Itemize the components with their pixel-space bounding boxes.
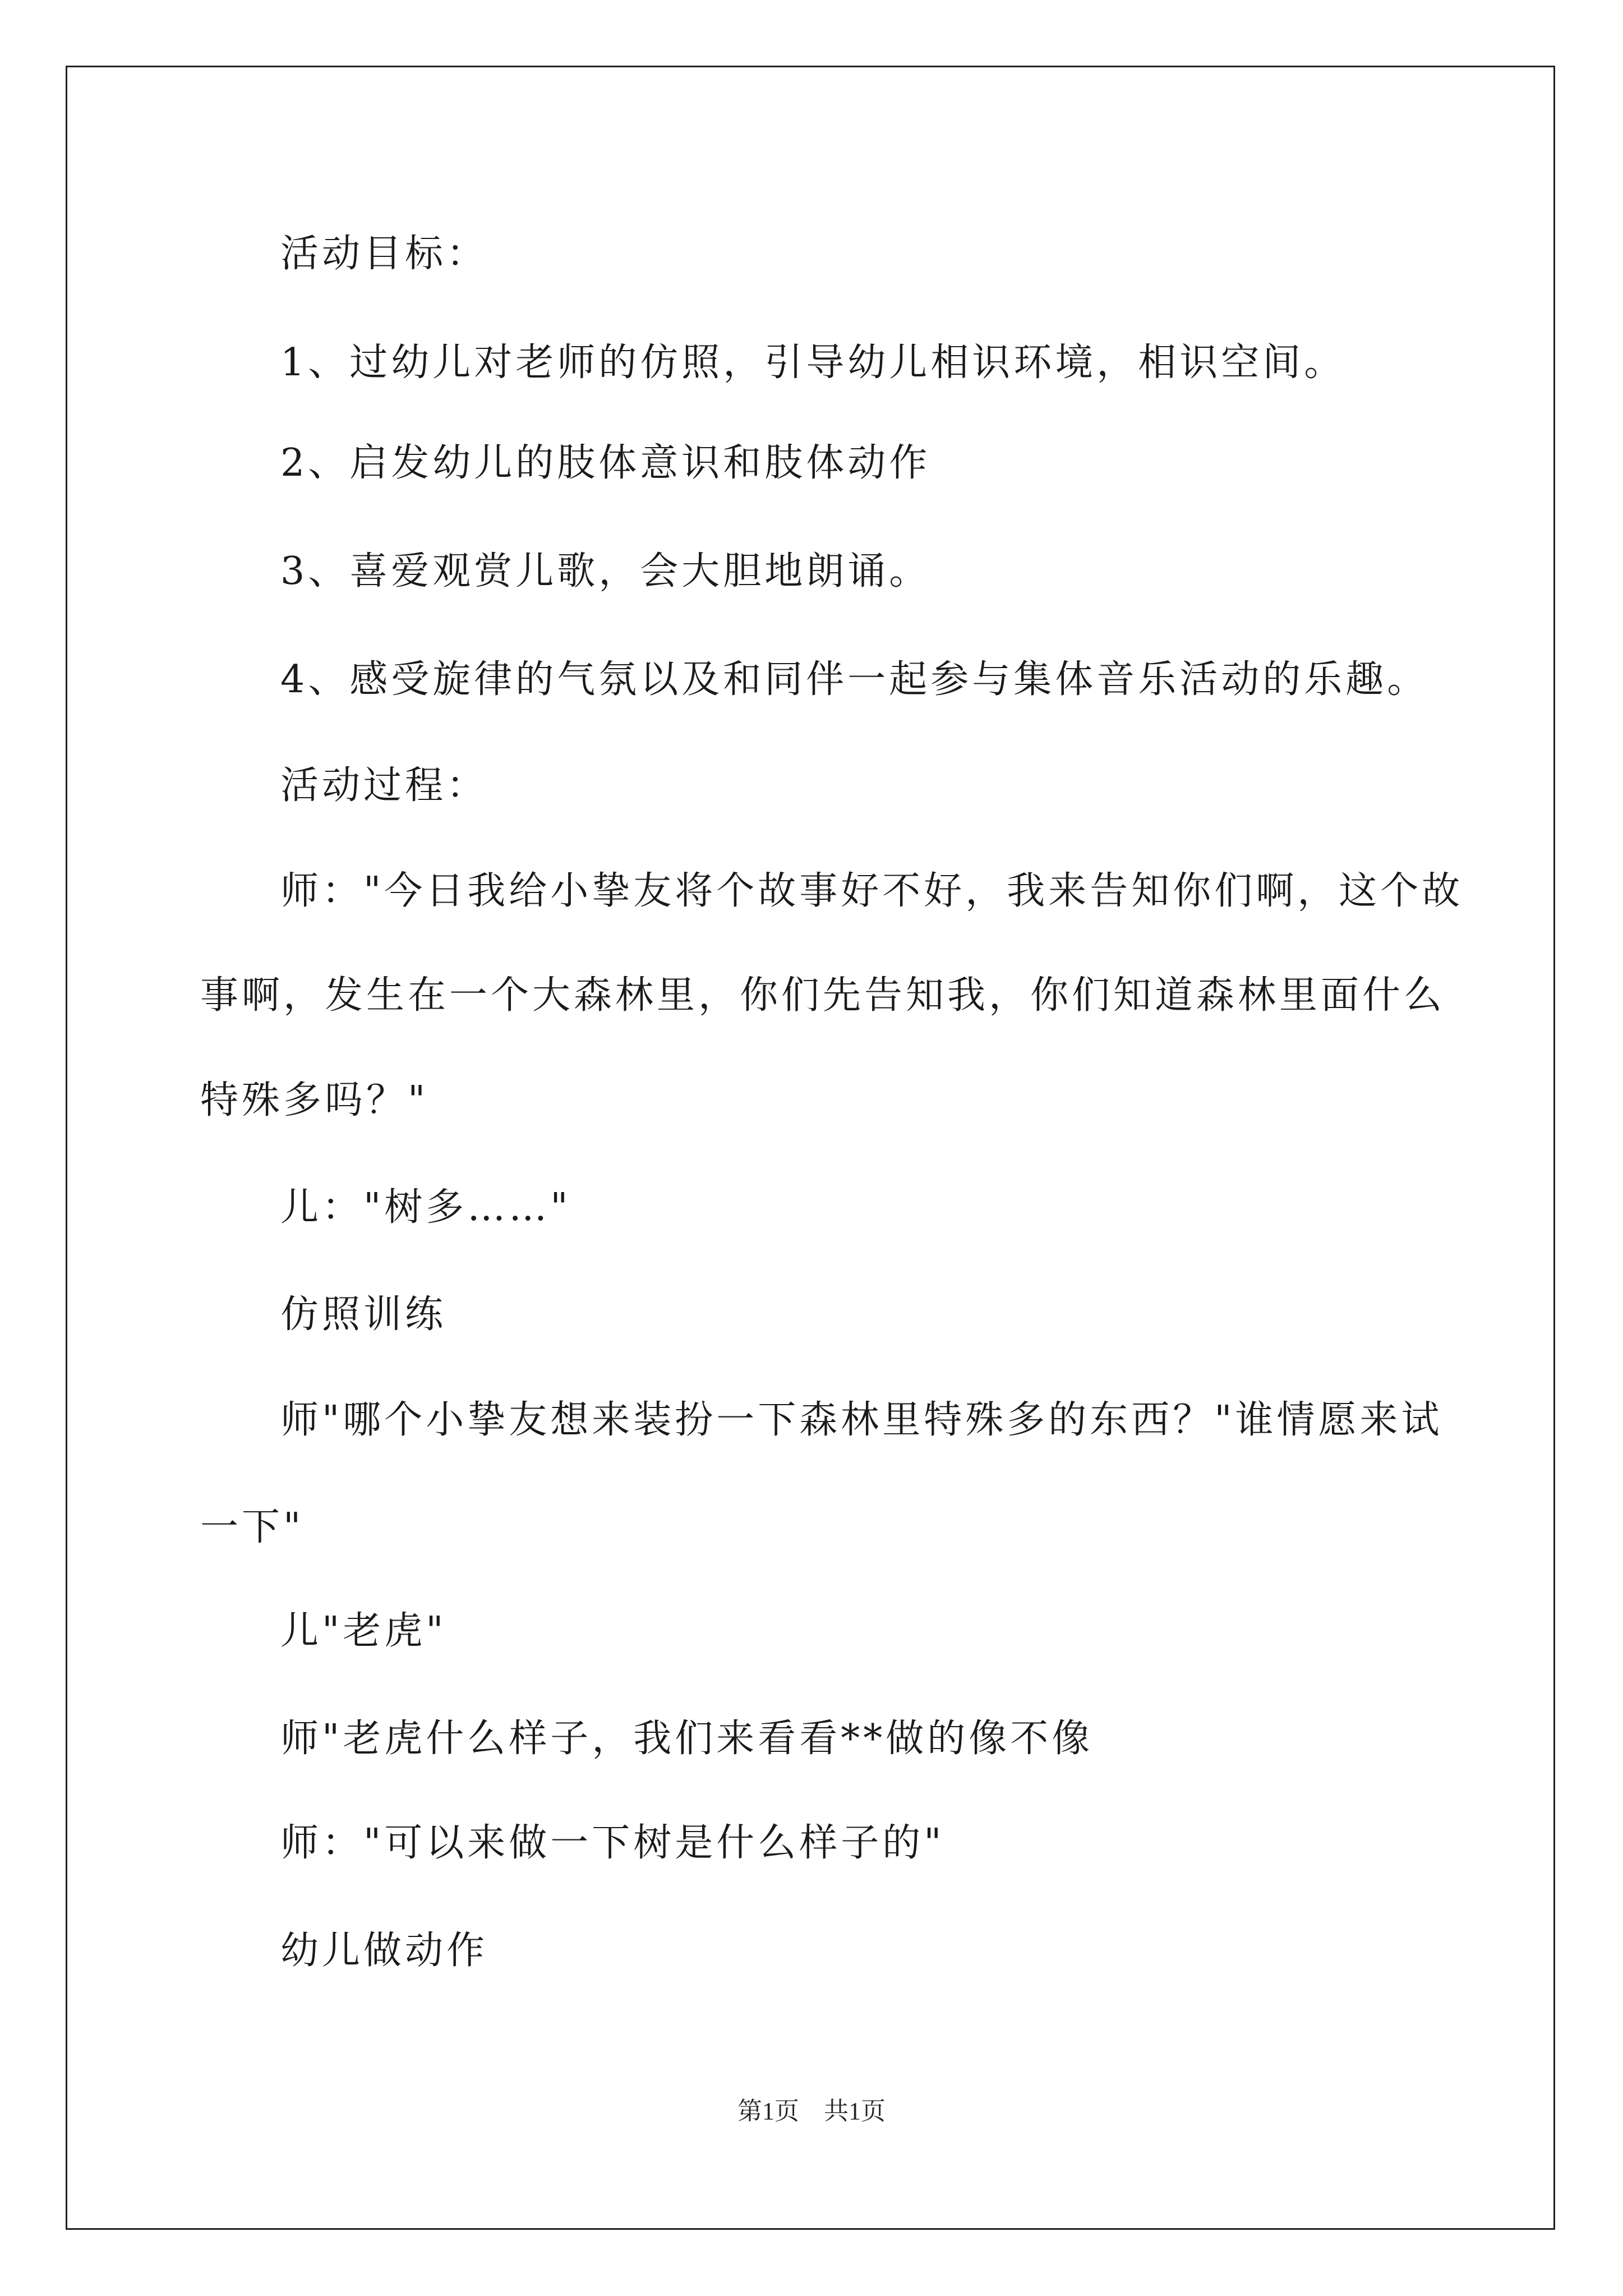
paragraph-line: 师"老虎什么样子，我们来看看**做的像不像 [280,1717,1094,1761]
paragraph-line: 活动目标： [280,232,488,276]
paragraph-line: 师"哪个小挚友想来装扮一下森林里特殊多的东西？"谁情愿来试 [280,1398,1443,1442]
paragraph-line: 幼儿做动作 [280,1929,488,1973]
paragraph-line: 儿"老虎" [280,1609,447,1653]
page-border [66,66,1555,2230]
paragraph-line: 特殊多吗？" [200,1078,429,1122]
paragraph-line: 师："可以来做一下树是什么样子的" [280,1821,945,1865]
paragraph-line: 儿："树多……" [280,1185,571,1230]
paragraph-line: 4、感受旋律的气氛以及和同伴一起参与集体音乐活动的乐趣。 [280,657,1429,702]
paragraph-line: 事啊，发生在一个大森林里，你们先告知我，你们知道森林里面什么 [200,973,1446,1018]
paragraph-line: 仿照训练 [280,1292,447,1337]
paragraph-line: 2、启发幼儿的肢体意识和肢体动作 [280,441,931,485]
paragraph-line: 1、过幼儿对老师的仿照，引导幼儿相识环境，相识空间。 [280,341,1346,385]
paragraph-line: 3、喜爱观赏儿歌，会大胆地朗诵。 [280,549,931,593]
paragraph-line: 活动过程： [280,763,488,808]
paragraph-line: 一下" [200,1505,305,1549]
page-indicator: 第1页 共1页 [737,2097,886,2125]
paragraph-line: 师："今日我给小挚友将个故事好不好，我来告知你们啊，这个故 [280,869,1464,913]
